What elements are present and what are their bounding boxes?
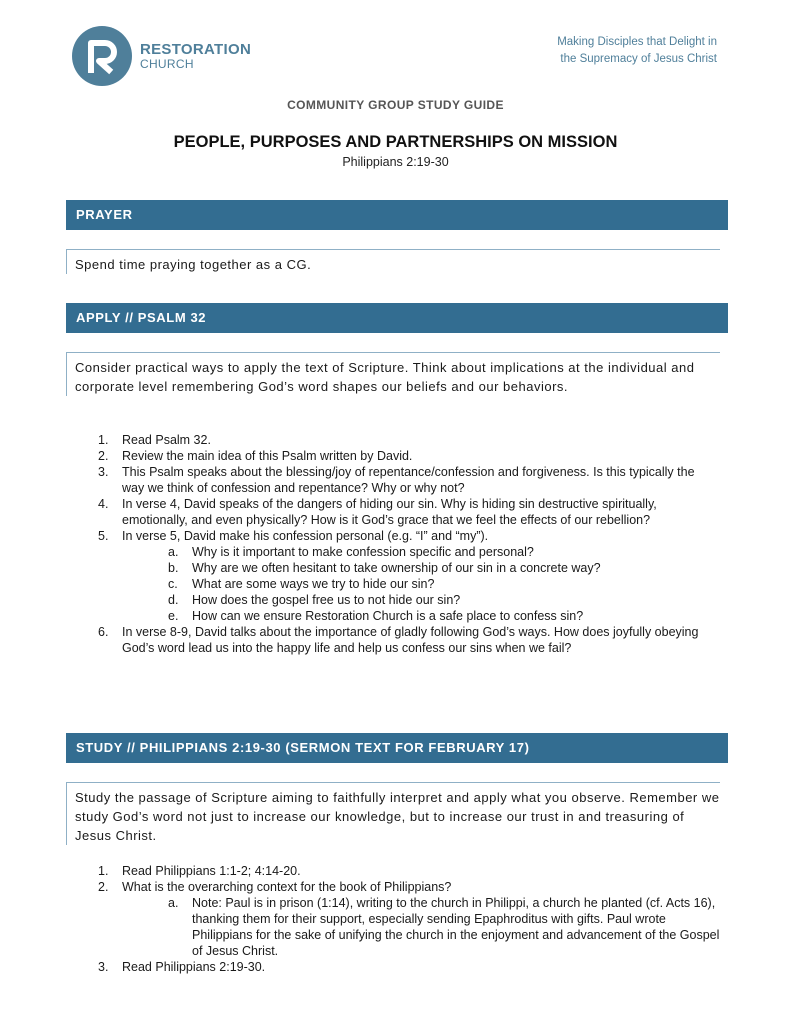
study-question-list <box>98 863 720 975</box>
scripture-reference: Philippians 2:19-30 <box>342 155 449 169</box>
sub-list-item: c. What are some ways we try to hide our sin? <box>168 577 435 591</box>
apply-question-list <box>98 432 720 656</box>
study-intro: Study the passage of Scripture aiming to faithfully interpret and apply what you observe. Remember we study God’s word not just to increase our knowledge, but to increase our trust in and treasuring of Jesus Christ. <box>66 782 720 845</box>
sub-list-item: d. How does the gospel free us to not hide our sin? <box>168 593 461 607</box>
apply-intro: Consider practical ways to apply the text of Scripture. Think about implications at the individual and corporate level remembering God’s word shapes our beliefs and our behaviors. <box>66 352 720 396</box>
section-header-apply: APPLY // PSALM 32 <box>66 303 728 333</box>
section-header-prayer: PRAYER <box>66 200 728 230</box>
list-item: 3. This Psalm speaks about the blessing/joy of repentance/confession and forgiveness. Is this typically the way we think of confession and repentance? Why or why not? <box>98 465 695 495</box>
list-item: 5. In verse 5, David make his confession personal (e.g. “I” and “my”). a. Why is it important to make confession specific and personal? b. Why are we often hesitant to take ownership of our sin in a concrete way? c. What are some ways we try to hide our sin? d. How does the gospel free us to not hide our sin? e. How can we ensure Restoration Church is a safe place to confess sin? <box>98 528 720 624</box>
logo-subname: CHURCH <box>140 57 194 71</box>
sub-list-item: a. Why is it important to make confession specific and personal? <box>168 545 534 559</box>
apply-sub-list <box>122 544 720 624</box>
church-logo <box>72 26 251 86</box>
study-sub-list <box>122 895 720 959</box>
logo-r-icon <box>72 26 132 86</box>
list-item: 1. Read Psalm 32. <box>98 433 211 447</box>
list-item: 3. Read Philippians 2:19-30. <box>98 960 266 974</box>
sub-list-item: b. Why are we often hesitant to take ownership of our sin in a concrete way? <box>168 561 601 575</box>
sub-list-item: e. How can we ensure Restoration Church is a safe place to confess sin? <box>168 609 584 623</box>
church-tagline <box>557 34 717 68</box>
prayer-intro: Spend time praying together as a CG. <box>66 249 720 274</box>
list-item: 2. Review the main idea of this Psalm written by David. <box>98 449 413 463</box>
tagline-line-2: the Supremacy of Jesus Christ <box>560 53 717 65</box>
list-item: 1. Read Philippians 1:1-2; 4:14-20. <box>98 864 301 878</box>
section-header-study: STUDY // PHILIPPIANS 2:19-30 (SERMON TEXT FOR FEBRUARY 17) <box>66 733 728 763</box>
tagline-line-1: Making Disciples that Delight in <box>557 36 717 48</box>
list-item: 4. In verse 4, David speaks of the dangers of hiding our sin. Why is hiding sin destructive spiritually, emotionally, and even physically? How is it God’s grace that we feel the effects of our rebellion? <box>98 497 657 527</box>
list-item: 6. In verse 8-9, David talks about the importance of gladly following God’s ways. How does joyfully obeying God’s word lead us into the happy life and help us confess our sins when we fail? <box>98 625 699 655</box>
page-title: PEOPLE, PURPOSES AND PARTNERSHIPS ON MISSION <box>173 133 618 151</box>
sub-list-item: a. Note: Paul is in prison (1:14), writing to the church in Philippi, a church he planted (cf. Acts 16), thanking them for their support, especially sending Epaphroditus with gifts. Paul wrote Philippians for the sake of unifying the church in the enjoyment and advancement of the Gospel of Jesus Christ. <box>168 896 720 958</box>
guide-label: COMMUNITY GROUP STUDY GUIDE <box>287 98 504 112</box>
logo-name: RESTORATION <box>140 41 252 58</box>
list-item: 2. What is the overarching context for the book of Philippians? a. Note: Paul is in prison (1:14), writing to the church in Philippi, a church he planted (cf. Acts 16), thanking them for their support, especially sending Epaphroditus with gifts. Paul wrote Philippians for the sake of unifying the church in the enjoyment and advancement of the Gospel of Jesus Christ. <box>98 880 720 958</box>
